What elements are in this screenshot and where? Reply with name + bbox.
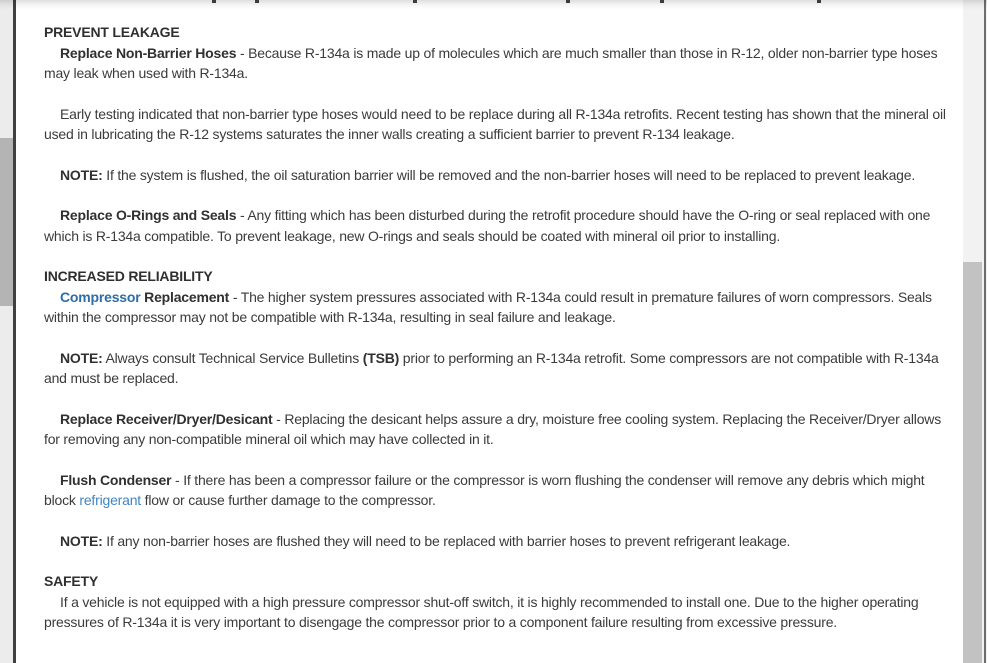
right-scrollbar-thumb[interactable] — [963, 262, 982, 663]
text-run: Replacement — [140, 288, 230, 305]
paragraph — [44, 43, 955, 84]
paragraph — [44, 531, 955, 552]
text-run: Always consult Technical Service Bulletins — [102, 349, 363, 366]
left-scrollbar-track[interactable] — [0, 0, 13, 663]
text-run: - Replacing the desicant helps assure a dry, moisture free cooling system. Replacing the Receiver/Dryer allows for removing any non-compatible mineral oil which may have collected in it. — [44, 410, 942, 447]
text-run: - If there has been a compressor failure or the compressor is worn flushing the condenser will remove any debris which might block — [44, 471, 925, 508]
paragraph — [44, 470, 955, 511]
text-run: Flush Condenser — [60, 471, 172, 488]
text-run: If the system is flushed, the oil saturation barrier will be removed and the non-barrier hoses will need to be replaced to prevent leakage. — [102, 166, 916, 183]
text-run: (TSB) — [362, 349, 400, 366]
text-run: Early testing indicated that non-barrier type hoses would need to be replace during all R-134a retrofits. Recent testing has shown that the mineral oil used in lubricating the R-12 systems saturates the inner walls creating a sufficient barrier to prevent R-134 leakage. — [44, 105, 946, 142]
text-run: prior to performing an R-134a retrofit. Some compressors are not compatible with R-134a and must be replaced. — [44, 349, 939, 386]
paragraph — [44, 104, 955, 145]
document-body — [16, 0, 963, 663]
text-run: Replace O-Rings and Seals — [60, 207, 237, 223]
text-run: If any non-barrier hoses are flushed they will need to be replaced with barrier hoses to prevent refrigerant leakage. — [102, 532, 791, 549]
text-run: NOTE: — [60, 166, 103, 183]
text-run: - Any fitting which has been disturbed during the retrofit procedure should have the O-ring or seal replaced with one which is R-134a compatible. To prevent leakage, new O-rings and seals should be coated with mineral oil prior to installing. — [44, 207, 931, 244]
section-heading: PREVENT LEAKAGE — [44, 24, 180, 40]
text-run: - The higher system pressures associated with R-134a could result in premature failures of worn compressors. Seals within the compressor may not be compatible with R-134a, resulting in seal failure and leakage. — [44, 288, 932, 325]
paragraph — [44, 287, 955, 328]
paragraph — [44, 348, 955, 389]
text-run: NOTE: — [60, 532, 103, 549]
paragraph — [44, 165, 955, 186]
section-heading: INCREASED RELIABILITY — [44, 268, 213, 284]
compressor-link[interactable]: Compressor — [60, 288, 141, 305]
paragraph — [44, 409, 955, 450]
left-scrollbar-thumb[interactable] — [0, 138, 13, 306]
text-run: Replace Non-Barrier Hoses — [60, 44, 237, 61]
text-run: If a vehicle is not equipped with a high pressure compressor shut-off switch, it is highly recommended to install one. Due to the higher operating pressures of R-134a it is very important to disengage the compressor prior to a component failure resulting from excessive pressure. — [44, 593, 919, 630]
section-heading: SAFETY — [44, 573, 99, 589]
text-run: flow or cause further damage to the compressor. — [140, 492, 436, 508]
refrigerant-link[interactable]: refrigerant — [79, 492, 141, 508]
text-run: - Because R-134a is made up of molecules which are much smaller than those in R-12, older non-barrier type hoses may leak when used with R-134a. — [44, 44, 938, 81]
text-run: Replace Receiver/Dryer/Desicant — [60, 410, 273, 427]
paragraph — [44, 592, 955, 633]
paragraph — [44, 205, 955, 246]
text-run: NOTE: — [60, 349, 103, 366]
